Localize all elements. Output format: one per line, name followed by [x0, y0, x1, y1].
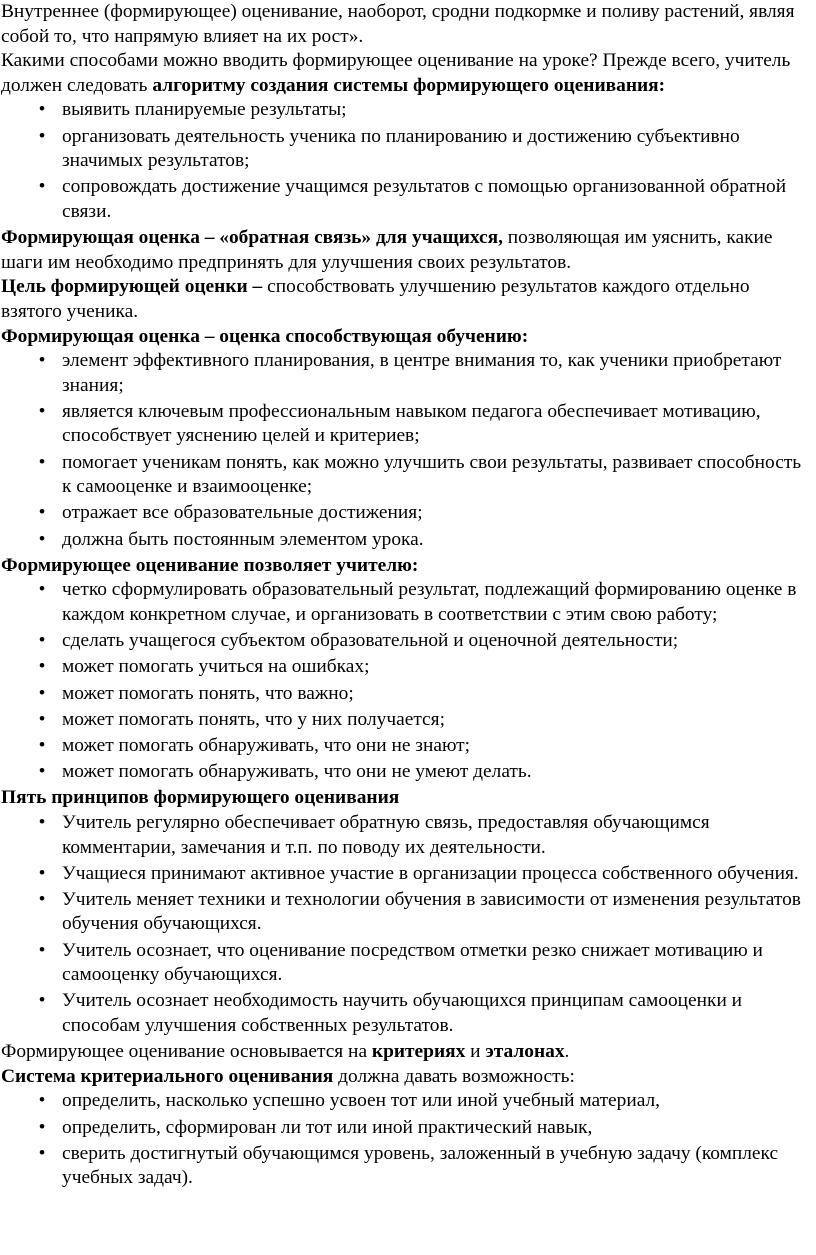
list-item — [1, 888, 812, 937]
list-item — [1, 578, 812, 627]
paragraph — [1, 1065, 812, 1090]
list-item-text: сделать учащегося субъектом образовательной и оценочной деятельности; — [62, 630, 679, 652]
list-item — [1, 400, 812, 449]
text: позволяющая им уяснить, какие шаги им необходимо предпринять для улучшения своих результатов. — [1, 227, 773, 273]
list-item-text: Учитель меняет техники и технологии обучения в зависимости от изменения результатов обучения обучающихся. — [62, 888, 801, 935]
bullet-icon: • — [38, 99, 46, 121]
list-item — [1, 708, 812, 733]
bullet-icon: • — [38, 734, 46, 756]
bullet-icon: • — [38, 656, 46, 678]
list-item-text: организовать деятельность ученика по планированию и достижению субъективно значимых результатов; — [62, 125, 740, 172]
bold-text: Цель формирующей оценки – — [1, 276, 263, 298]
bold-text: Формирующая оценка – оценка способствующая обучению: — [1, 325, 529, 347]
bullet-list — [1, 1089, 812, 1191]
list-item-text: может помогать понять, что важно; — [62, 682, 354, 704]
list-item-text: отражает все образовательные достижения; — [62, 502, 423, 524]
text: способствовать улучшению результатов каждого отдельно взятого ученика. — [1, 276, 750, 322]
list-item — [1, 98, 812, 123]
bullet-icon: • — [38, 708, 46, 730]
bullet-icon: • — [38, 1090, 46, 1112]
bullet-icon: • — [38, 579, 46, 601]
list-item — [1, 989, 812, 1038]
bullet-icon: • — [38, 862, 46, 884]
list-item — [1, 760, 812, 785]
bold-text: Формирующее оценивание позволяет учителю: — [1, 554, 419, 576]
list-item — [1, 125, 812, 174]
bullet-icon: • — [38, 350, 46, 372]
list-item-text: элемент эффективного планирования, в центре внимания то, как ученики приобретают знания; — [62, 350, 782, 396]
paragraph — [1, 0, 812, 49]
bullet-icon: • — [38, 761, 46, 783]
list-item — [1, 655, 812, 680]
list-item — [1, 451, 812, 500]
bullet-icon: • — [38, 990, 46, 1012]
list-item-text: является ключевым профессиональным навыком педагога обеспечивает мотивацию, способствует уяснению целей и критериев; — [62, 400, 761, 447]
list-item-text: Учитель осознает, что оценивание посредством отметки резко снижает мотивацию и самооценку обучающихся. — [62, 939, 763, 986]
list-item-text: может помогать обнаруживать, что они не знают; — [62, 734, 471, 756]
paragraph — [1, 275, 812, 324]
list-item — [1, 1116, 812, 1141]
bullet-icon: • — [38, 888, 46, 910]
bullet-icon: • — [38, 682, 46, 704]
list-item — [1, 528, 812, 553]
list-item — [1, 175, 812, 224]
list-item-text: сопровождать достижение учащимся результатов с помощью организованной обратной связи. — [62, 176, 787, 222]
list-item — [1, 1089, 812, 1114]
text: должна давать возможность: — [333, 1065, 575, 1087]
paragraph — [1, 226, 812, 275]
list-item-text: должна быть постоянным элементом урока. — [62, 528, 424, 550]
bullet-list — [1, 811, 812, 1039]
bullet-list — [1, 98, 812, 224]
list-item-text: Учащиеся принимают активное участие в организации процесса собственного обучения. — [62, 862, 799, 884]
bullet-icon: • — [38, 528, 46, 550]
bullet-icon: • — [38, 811, 46, 833]
paragraph — [1, 49, 812, 98]
list-item-text: определить, насколько успешно усвоен тот или иной учебный материал, — [62, 1090, 661, 1112]
bold-text: Формирующая оценка – «обратная связь» для учащихся, — [1, 227, 503, 249]
list-item-text: может помогать обнаруживать, что они не умеют делать. — [62, 761, 532, 783]
list-item-text: Учитель регулярно обеспечивает обратную связь, предоставляя обучающимся комментарии, замечания и т.п. по поводу их деятельности. — [62, 811, 710, 858]
bullet-icon: • — [38, 125, 46, 147]
bullet-icon: • — [38, 1142, 46, 1164]
paragraph — [1, 1040, 812, 1065]
list-item-text: сверить достигнутый обучающимся уровень, заложенный в учебную задачу (комплекс учебных задач). — [62, 1142, 779, 1189]
text: и — [465, 1041, 486, 1063]
list-item — [1, 734, 812, 759]
list-item — [1, 682, 812, 707]
paragraph — [1, 554, 812, 579]
list-item-text: определить, сформирован ли тот или иной практический навык, — [62, 1116, 593, 1138]
list-item-text: может помогать учиться на ошибках; — [62, 656, 370, 678]
text: Какими способами можно вводить формирующее оценивание на уроке? Прежде всего, учитель должен следовать — [1, 50, 791, 96]
bold-text: алгоритму создания системы формирующего оценивания: — [152, 74, 666, 96]
bullet-list — [1, 578, 812, 784]
bold-text: эталонах — [485, 1041, 565, 1063]
list-item — [1, 862, 812, 887]
paragraph — [1, 786, 812, 811]
bold-text: Пять принципов формирующего оценивания — [1, 787, 400, 809]
text: Внутреннее (формирующее) оценивание, наоборот, сродни подкормке и поливу растений, являя собой то, что напрямую влияет на их рост». — [1, 1, 795, 47]
bullet-icon: • — [38, 176, 46, 198]
list-item — [1, 629, 812, 654]
list-item — [1, 1142, 812, 1191]
list-item-text: четко сформулировать образовательный результат, подлежащий формированию оценке в каждом конкретном случае, и организовать в соответствии с этим свою работу; — [62, 579, 797, 625]
bullet-list — [1, 349, 812, 552]
text: . — [564, 1041, 570, 1063]
bullet-icon: • — [38, 400, 46, 422]
list-item-text: Учитель осознает необходимость научить обучающихся принципам самооценки и способам улучшения собственных результатов. — [62, 990, 743, 1037]
bullet-icon: • — [38, 451, 46, 473]
bullet-icon: • — [38, 502, 46, 524]
paragraph — [1, 325, 812, 350]
list-item-text: выявить планируемые результаты; — [62, 99, 347, 121]
bullet-icon: • — [38, 939, 46, 961]
list-item — [1, 349, 812, 398]
list-item — [1, 501, 812, 526]
text: Формирующее оценивание основывается на — [1, 1041, 372, 1063]
list-item — [1, 939, 812, 988]
bullet-icon: • — [38, 1116, 46, 1138]
bold-text: критериях — [371, 1041, 466, 1063]
bold-text: Система критериального оценивания — [1, 1065, 334, 1087]
list-item-text: помогает ученикам понять, как можно улучшить свои результаты, развивает способность к самооценке и взаимооценке; — [62, 451, 802, 498]
bullet-icon: • — [38, 630, 46, 652]
list-item-text: может помогать понять, что у них получается; — [62, 708, 445, 730]
list-item — [1, 811, 812, 860]
